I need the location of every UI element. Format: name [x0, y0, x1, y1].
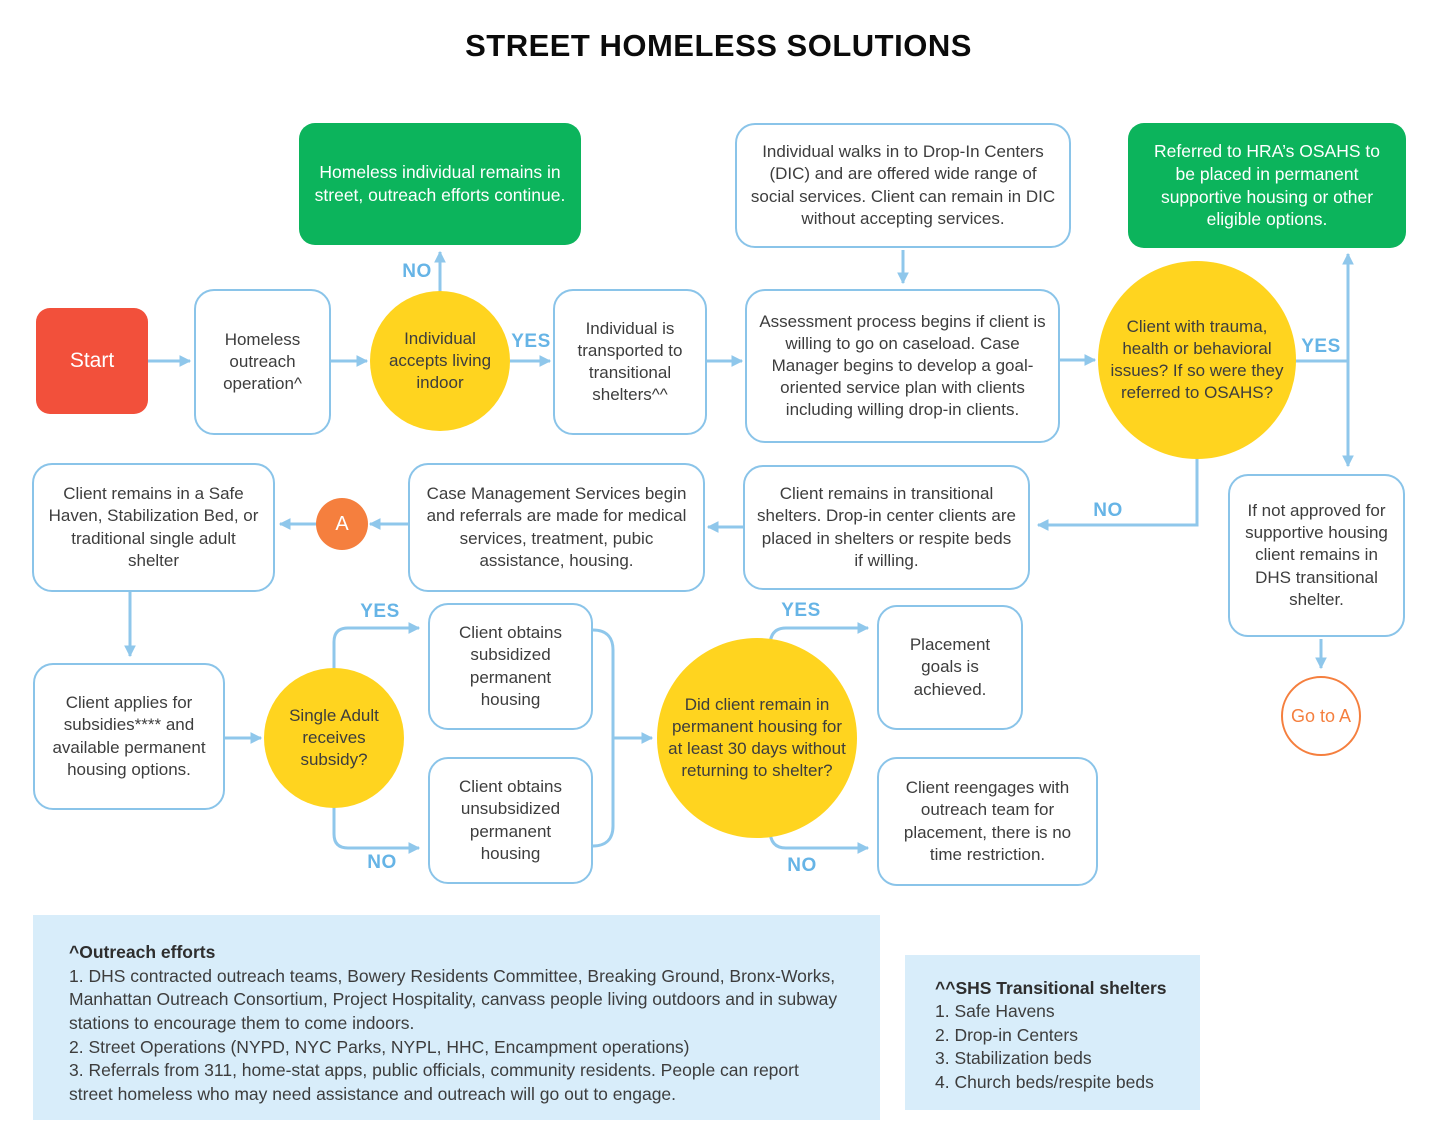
decision-remain-30days: Did client remain in permanent housing for at least 30 days without returning to shelter?	[657, 638, 857, 838]
decision-trauma-question: Client with trauma, health or behavioral issues? If so were they referred to OSAHS?	[1098, 261, 1296, 459]
note-outreach-item: 1. DHS contracted outreach teams, Bowery Residents Committee, Breaking Ground, Bronx-Works, Manhattan Outreach Consortium, Project Hospitality, canvass people living outdoors and in subway stations to encourage them to come indoors.	[69, 965, 838, 1033]
note-shs-shelters	[905, 955, 1200, 1110]
edge-label-no: NO	[402, 261, 432, 282]
node-dic-walkin: Individual walks in to Drop-In Centers (DIC) and are offered wide range of social services. Client can remain in DIC without accepting services.	[735, 123, 1071, 248]
note-shs-item: 3. Stabilization beds	[935, 1048, 1092, 1069]
node-reengages: Client reengages with outreach team for placement, there is no time restriction.	[877, 757, 1098, 886]
edge-label-yes: YES	[1301, 336, 1341, 357]
connector-a: A	[316, 498, 368, 550]
node-applies-subsidies: Client applies for subsidies**** and available permanent housing options.	[33, 663, 225, 810]
edge-label-no: NO	[367, 852, 397, 873]
edge-label-yes: YES	[360, 601, 400, 622]
edge-subsidy-no	[334, 803, 419, 848]
node-assessment: Assessment process begins if client is willing to go on caseload. Case Manager begins to develop a goal-oriented service plan with clients including willing drop-in clients.	[745, 289, 1060, 443]
decision-single-adult-subsidy: Single Adult receives subsidy?	[264, 668, 404, 808]
node-remain-street: Homeless individual remains in street, outreach efforts continue.	[299, 123, 581, 245]
edge-label-no: NO	[1093, 500, 1123, 521]
node-subsidized: Client obtains subsidized permanent housing	[428, 603, 593, 730]
edge-subsidy-yes	[334, 628, 419, 673]
node-case-management: Case Management Services begin and referrals are made for medical services, treatment, pubic assistance, housing.	[408, 463, 705, 592]
note-shs-item: 4. Church beds/respite beds	[935, 1071, 1154, 1092]
node-start: Start	[36, 308, 148, 414]
node-outreach-operation: Homeless outreach operation^	[194, 289, 331, 435]
node-transported: Individual is transported to transitional shelters^^	[553, 289, 707, 435]
node-referred-osahs: Referred to HRA’s OSAHS to be placed in permanent supportive housing or other eligible options.	[1128, 123, 1406, 248]
note-outreach-heading: ^Outreach efforts	[69, 942, 216, 962]
edge-label-yes: YES	[511, 331, 551, 352]
edge-label-no: NO	[787, 855, 817, 876]
node-safe-haven: Client remains in a Safe Haven, Stabilization Bed, or traditional single adult shelter	[32, 463, 275, 592]
edge-label-yes: YES	[781, 600, 821, 621]
note-shs-item: 2. Drop-in Centers	[935, 1024, 1078, 1045]
note-outreach-efforts	[33, 915, 880, 1120]
node-remain-transitional: Client remains in transitional shelters. Drop-in center clients are placed in shelters or respite beds if willing.	[743, 465, 1030, 590]
note-outreach-item: 3. Referrals from 311, home-stat apps, public officials, community residents. People can report street homeless who may need assistance and outreach will go out to engage.	[69, 1060, 799, 1104]
node-unsubsidized: Client obtains unsubsidized permanent housing	[428, 757, 593, 884]
edge-merge-bracket	[593, 630, 613, 846]
node-not-approved: If not approved for supportive housing client remains in DHS transitional shelter.	[1228, 474, 1405, 637]
diagram-title: STREET HOMELESS SOLUTIONS	[465, 28, 972, 63]
connector-goto-a: Go to A	[1281, 676, 1361, 756]
note-shs-heading: ^^SHS Transitional shelters	[935, 978, 1167, 998]
note-shs-item: 1. Safe Havens	[935, 1001, 1055, 1022]
note-outreach-item: 2. Street Operations (NYPD, NYC Parks, NYPL, HHC, Encampment operations)	[69, 1036, 690, 1057]
decision-accepts-indoor: Individual accepts living indoor	[370, 291, 510, 431]
node-placement-achieved: Placement goals is achieved.	[877, 605, 1023, 730]
